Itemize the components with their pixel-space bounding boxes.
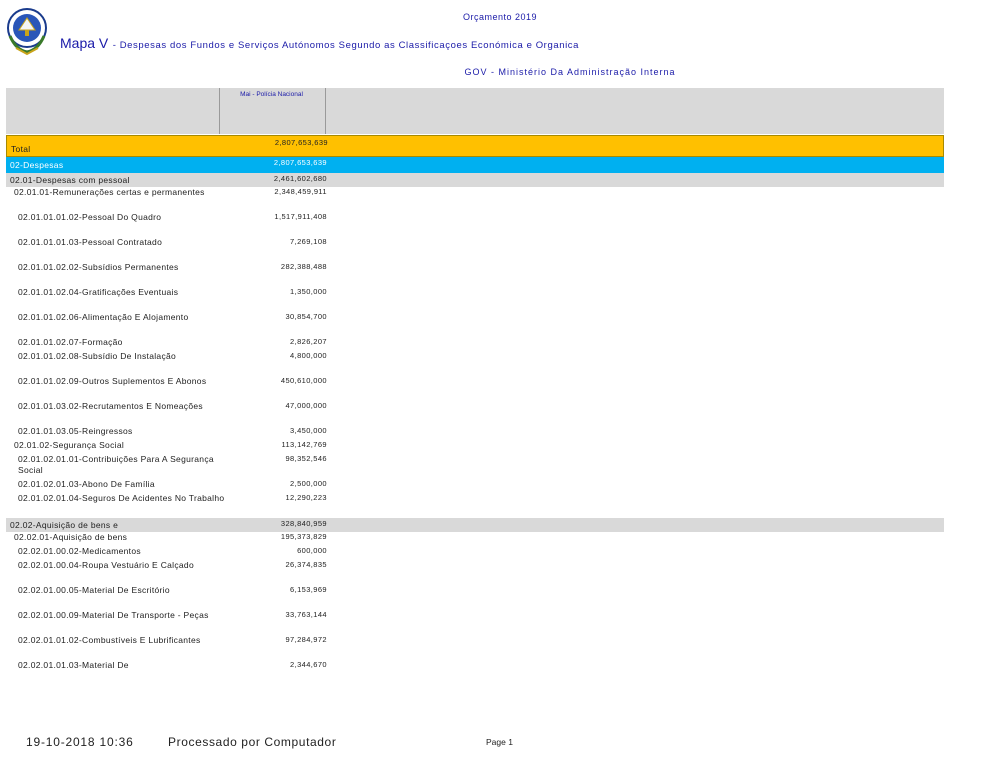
row-label: 02.01.01.02.08-Subsídio De Instalação [18, 351, 177, 361]
row-value: 6,153,969 [290, 585, 327, 594]
table-row [6, 351, 944, 376]
row-value: 450,610,000 [280, 376, 327, 385]
budget-title: Orçamento 2019 [462, 12, 538, 22]
table-row [6, 212, 944, 237]
footer-page: Page 1 [486, 737, 513, 747]
row-value: 98,352,546 [285, 454, 327, 463]
table-row [6, 401, 944, 426]
table-row [6, 585, 944, 610]
ministry-line: GOV - Ministério Da Administração Interna [464, 67, 676, 77]
table-row [6, 610, 944, 635]
row-label: 02.01.01.02.02-Subsídios Permanentes [18, 262, 179, 272]
row-value: 97,284,972 [285, 635, 327, 644]
row-label: 02.02.01.01.02-Combustíveis E Lubrificantes [18, 635, 201, 645]
table-row [6, 376, 944, 401]
table-row [6, 560, 944, 585]
row-value: 47,000,000 [285, 401, 327, 410]
row-value: 1,350,000 [290, 287, 327, 296]
row-value: 113,142,769 [281, 440, 327, 449]
row-label: 02.01.02.01.04-Seguros De Acidentes No Trabalho [18, 493, 225, 503]
table-row [6, 287, 944, 312]
column-header-label: Mai - Polícia Nacional [240, 91, 303, 98]
table-row [6, 135, 944, 157]
row-label: 02.02-Aquisição de bens e [10, 520, 119, 530]
table-row [6, 237, 944, 262]
row-label: 02.01.01.02.06-Alimentação E Alojamento [18, 312, 189, 322]
row-value: 2,348,459,911 [274, 187, 327, 196]
table-row [6, 493, 944, 518]
table-row [6, 426, 944, 440]
row-value: 195,373,829 [280, 532, 327, 541]
row-label: 02.01.02-Segurança Social [14, 440, 125, 450]
row-value: 2,807,653,639 [273, 158, 327, 167]
footer-date: 19-10-2018 10:36 [26, 735, 134, 749]
table-row [6, 337, 944, 351]
row-value: 3,450,000 [290, 426, 327, 435]
row-label: 02.02.01-Aquisição de bens [14, 532, 128, 542]
mapa-subtitle: - Despesas dos Fundos e Serviços Autónomos Segundo as Classificaçoes Económica e Organica [112, 40, 580, 51]
row-value: 2,807,653,639 [274, 138, 328, 147]
row-label: 02.02.01.00.09-Material De Transporte - Peças [18, 610, 209, 620]
table-row [6, 157, 944, 173]
row-label: 02-Despesas [10, 160, 64, 170]
row-value: 328,840,959 [280, 519, 327, 528]
table-row [6, 173, 944, 187]
row-label: 02.01.01.01.03-Pessoal Contratado [18, 237, 163, 247]
table-row [6, 532, 944, 546]
row-label: 02.01.01-Remunerações certas e permanentes [14, 187, 205, 197]
footer-processed: Processado por Computador [168, 735, 337, 749]
table-row [6, 660, 944, 674]
row-label: 02.02.01.00.02-Medicamentos [18, 546, 141, 556]
row-value: 1,517,911,408 [274, 212, 327, 221]
row-label: 02.01.02.01.01-Contribuições Para A Segurança Social [18, 454, 214, 475]
column-header-band [6, 88, 944, 134]
row-label: 02.01.01.03.05-Reingressos [18, 426, 133, 436]
row-label: 02.01-Despesas com pessoal [10, 175, 130, 185]
table-row [6, 262, 944, 287]
row-value: 2,826,207 [290, 337, 327, 346]
row-value: 7,269,108 [290, 237, 327, 246]
row-value: 12,290,223 [285, 493, 327, 502]
table-row [6, 518, 944, 532]
table-row [6, 546, 944, 560]
row-value: 282,388,488 [280, 262, 327, 271]
row-value: 33,763,144 [285, 610, 327, 619]
row-label: 02.01.01.02.09-Outros Suplementos E Abonos [18, 376, 207, 386]
report-title [60, 35, 579, 53]
row-label: 02.01.02.01.03-Abono De Família [18, 479, 155, 489]
row-value: 4,800,000 [290, 351, 327, 360]
table-row [6, 312, 944, 337]
row-value: 2,500,000 [290, 479, 327, 488]
row-label: 02.01.01.02.07-Formação [18, 337, 123, 347]
mapa-label: Mapa V [60, 35, 109, 51]
row-label: Total [11, 144, 31, 154]
row-label: 02.01.01.01.02-Pessoal Do Quadro [18, 212, 162, 222]
table-row [6, 454, 944, 479]
row-value: 2,461,602,680 [273, 174, 327, 183]
row-value: 30,854,700 [285, 312, 327, 321]
table-row [6, 187, 944, 212]
row-label: 02.01.01.03.02-Recrutamentos E Nomeações [18, 401, 203, 411]
table-row [6, 635, 944, 660]
row-label: 02.02.01.00.04-Roupa Vestuário E Calçado [18, 560, 194, 570]
table-row [6, 479, 944, 493]
row-value: 600,000 [297, 546, 327, 555]
table-row [6, 440, 944, 454]
row-value: 2,344,670 [290, 660, 327, 669]
row-value: 26,374,835 [285, 560, 327, 569]
row-label: 02.02.01.00.05-Material De Escritório [18, 585, 170, 595]
row-label: 02.01.01.02.04-Gratificações Eventuais [18, 287, 179, 297]
expense-table [6, 135, 944, 674]
row-label: 02.02.01.01.03-Material De [18, 660, 129, 670]
